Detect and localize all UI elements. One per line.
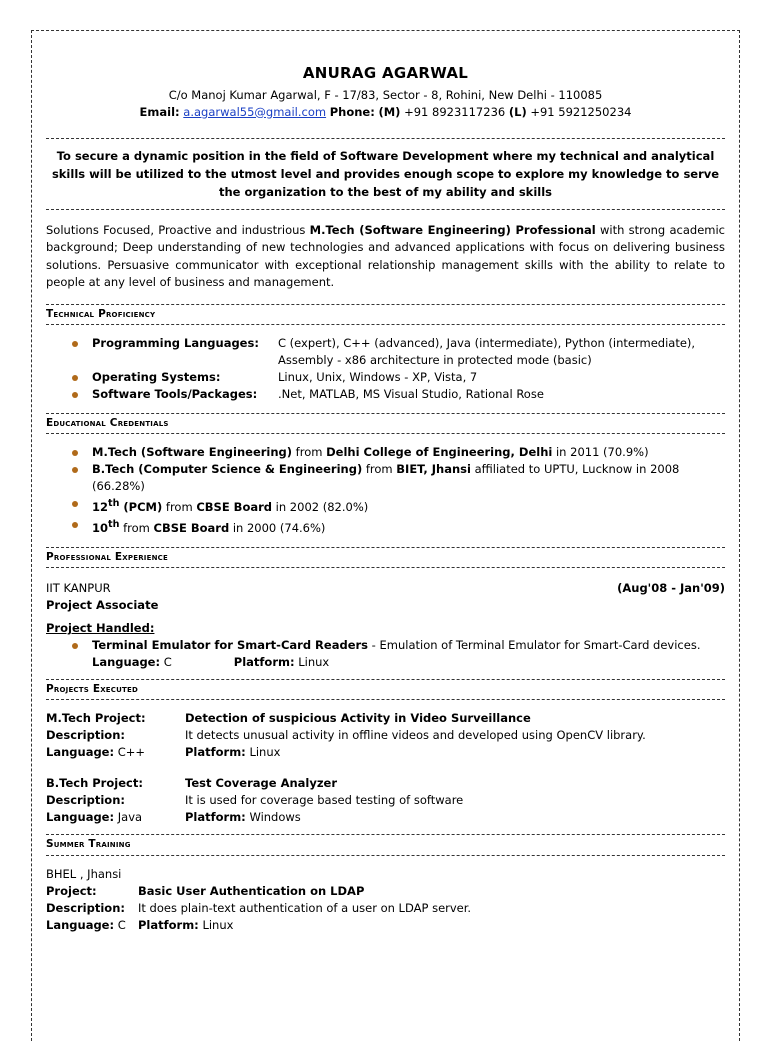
platform-label: Platform: bbox=[185, 745, 246, 760]
project-label: M.Tech Project: bbox=[46, 711, 146, 726]
project-meta bbox=[46, 654, 725, 671]
edu-text: from bbox=[362, 462, 397, 477]
bullet-icon bbox=[72, 501, 78, 507]
degree-suffix: th bbox=[108, 519, 120, 531]
project-entry bbox=[46, 710, 725, 761]
edu-text: from bbox=[119, 520, 154, 535]
email-label: Email: bbox=[139, 104, 180, 119]
platform-value: Linux bbox=[249, 745, 281, 760]
skill-label: Programming Languages: bbox=[92, 335, 259, 350]
landline-number: +91 5921250234 bbox=[530, 104, 632, 119]
platform-value: Linux bbox=[298, 655, 330, 670]
project-title: Test Coverage Analyzer bbox=[185, 776, 338, 791]
professional-summary bbox=[46, 210, 725, 304]
edu-text: from bbox=[162, 500, 197, 515]
summary-text: Solutions Focused, Proactive and industrious bbox=[46, 222, 310, 237]
institution: BIET, Jhansi bbox=[396, 462, 471, 477]
skill-value: Linux, Unix, Windows - XP, Vista, 7 bbox=[278, 369, 478, 384]
bullet-icon bbox=[72, 375, 78, 381]
list-item bbox=[46, 386, 725, 403]
project-label: Project: bbox=[46, 883, 97, 898]
list-item bbox=[46, 335, 725, 369]
project-title: Detection of suspicious Activity in Video Surveillance bbox=[185, 711, 531, 726]
language-label: Language: bbox=[46, 810, 115, 825]
list-item bbox=[46, 444, 725, 461]
description-value: It does plain-text authentication of a user on LDAP server. bbox=[138, 900, 472, 915]
education-list bbox=[46, 434, 725, 547]
bullet-icon bbox=[72, 450, 78, 456]
language-value: C++ bbox=[117, 745, 146, 760]
description-value: It detects unusual activity in offline videos and developed using OpenCV library. bbox=[185, 728, 646, 743]
bullet-icon bbox=[72, 522, 78, 528]
summary-highlight: M.Tech (Software Engineering) Professional bbox=[309, 222, 596, 237]
bullet-icon bbox=[72, 341, 78, 347]
resume-page bbox=[31, 30, 740, 1041]
platform-label: Platform: bbox=[233, 655, 295, 670]
training-org: BHEL , Jhansi bbox=[46, 866, 122, 881]
technical-list bbox=[46, 325, 725, 413]
description-label: Description: bbox=[46, 728, 125, 743]
training-details bbox=[46, 883, 725, 934]
platform-value: Windows bbox=[249, 810, 301, 825]
list-item bbox=[46, 461, 725, 495]
project-desc: - Emulation of Terminal Emulator for Smart-Card devices. bbox=[368, 638, 701, 653]
projects-block bbox=[46, 700, 725, 834]
edu-text: in 2011 (70.9%) bbox=[552, 445, 649, 460]
project-handled-list bbox=[46, 637, 725, 671]
skill-label: Operating Systems: bbox=[92, 369, 221, 384]
section-heading-experience: Professional Experience bbox=[46, 547, 725, 568]
list-item bbox=[46, 369, 725, 386]
list-item bbox=[46, 637, 725, 654]
description-label: Description: bbox=[46, 900, 125, 915]
summary-text: with strong academic background; Deep understanding of new technologies and advanced applications with focus on delivering business solutions. Persuasive communicator with exceptional relationship management skills with the ability to relate to people at any level of business and management. bbox=[46, 222, 725, 290]
candidate-name: ANURAG AGARWAL bbox=[302, 64, 469, 82]
degree: (PCM) bbox=[119, 500, 163, 515]
description-label: Description: bbox=[46, 793, 125, 808]
training-block bbox=[46, 856, 725, 942]
project-label: B.Tech Project: bbox=[46, 776, 143, 791]
language-value: Java bbox=[117, 810, 143, 825]
bullet-icon bbox=[72, 643, 78, 649]
institution: Delhi College of Engineering, Delhi bbox=[326, 445, 553, 460]
edu-text: in 2002 (82.0%) bbox=[272, 500, 369, 515]
degree-suffix: th bbox=[108, 498, 120, 510]
language-value: C bbox=[163, 655, 172, 670]
address: C/o Manoj Kumar Agarwal, F - 17/83, Sector - 8, Rohini, New Delhi - 110085 bbox=[168, 87, 603, 102]
contact-line bbox=[46, 104, 725, 121]
section-heading-education: Educational Credentials bbox=[46, 413, 725, 434]
platform-label: Platform: bbox=[185, 810, 246, 825]
phone-label: Phone: bbox=[329, 104, 375, 119]
list-item bbox=[46, 516, 725, 537]
mobile-tag: (M) bbox=[378, 104, 401, 119]
objective: To secure a dynamic position in the field of Software Development where my technical and analytical skills will be utilized to the utmost level and provides enough scope to explore my knowledge to serve the organization to the best of my ability and skills bbox=[51, 148, 720, 199]
edu-text: in 2000 (74.6%) bbox=[229, 520, 326, 535]
bullet-icon bbox=[72, 392, 78, 398]
company-name: IIT KANPUR bbox=[46, 581, 111, 596]
platform-label: Platform: bbox=[138, 917, 199, 932]
skill-value: C (expert), C++ (advanced), Java (intermediate), Python (intermediate), Assembly - x86 architecture in protected mode (basic) bbox=[278, 335, 696, 367]
degree: B.Tech (Computer Science & Engineering) bbox=[92, 462, 363, 477]
resume-header bbox=[46, 31, 725, 121]
degree: 12 bbox=[92, 500, 109, 515]
experience-block bbox=[46, 568, 725, 679]
email-link[interactable]: a.agarwal55@gmail.com bbox=[183, 104, 327, 119]
job-role: Project Associate bbox=[46, 598, 159, 613]
section-heading-technical: Technical Proficiency bbox=[46, 304, 725, 325]
institution: CBSE Board bbox=[153, 520, 230, 535]
edu-text: from bbox=[292, 445, 327, 460]
description-value: It is used for coverage based testing of software bbox=[185, 793, 464, 808]
project-title: Terminal Emulator for Smart-Card Readers bbox=[92, 638, 369, 653]
section-heading-training: Summer Training bbox=[46, 834, 725, 855]
language-value: C bbox=[117, 917, 126, 932]
skill-label: Software Tools/Packages: bbox=[92, 386, 258, 401]
skill-value: .Net, MATLAB, MS Visual Studio, Rational Rose bbox=[278, 386, 544, 401]
mobile-number: +91 8923117236 bbox=[404, 104, 506, 119]
project-handled-label: Project Handled: bbox=[46, 621, 155, 636]
institution: CBSE Board bbox=[196, 500, 273, 515]
project-title: Basic User Authentication on LDAP bbox=[138, 883, 365, 898]
degree: M.Tech (Software Engineering) bbox=[92, 445, 293, 460]
language-label: Language: bbox=[92, 655, 161, 670]
project-entry bbox=[46, 775, 725, 826]
platform-value: Linux bbox=[202, 917, 234, 932]
language-label: Language: bbox=[46, 917, 115, 932]
section-heading-projects: Projects Executed bbox=[46, 679, 725, 700]
language-label: Language: bbox=[46, 745, 115, 760]
employment-period: (Aug'08 - Jan'09) bbox=[617, 581, 725, 596]
edu-text: affiliated to UPTU, Lucknow in 2008 (66.28%) bbox=[92, 462, 680, 494]
list-item bbox=[46, 495, 725, 516]
bullet-icon bbox=[72, 467, 78, 473]
degree: 10 bbox=[92, 520, 109, 535]
landline-tag: (L) bbox=[508, 104, 527, 119]
